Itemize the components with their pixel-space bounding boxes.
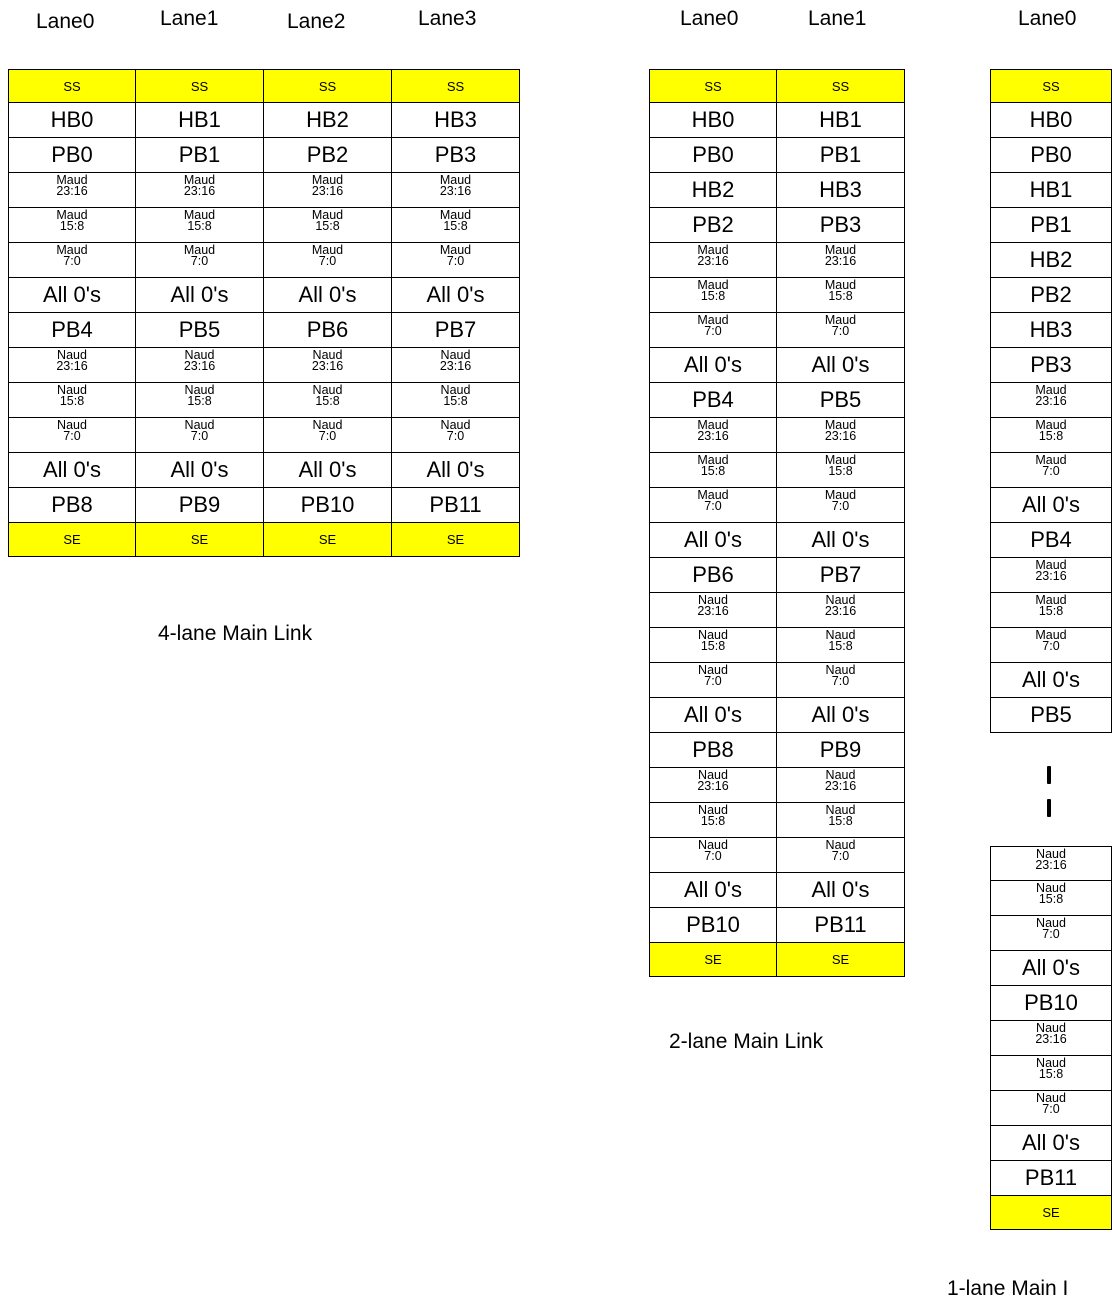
parity-byte-cell: PB10 <box>649 907 777 943</box>
parity-byte-cell: PB4 <box>649 382 777 418</box>
naud-byte-cell: Naud 7:0 <box>990 915 1112 951</box>
naud-byte-cell: Naud 15:8 <box>990 880 1112 916</box>
end-symbol-cell: SE <box>391 522 520 557</box>
naud-byte-cell: Naud 15:8 <box>263 382 392 418</box>
zero-byte-cell: All 0's <box>990 950 1112 986</box>
maud-byte-cell: Maud 23:16 <box>649 417 777 453</box>
maud-byte-cell: Maud 15:8 <box>649 277 777 313</box>
naud-byte-cell: Naud 15:8 <box>391 382 520 418</box>
zero-byte-cell: All 0's <box>135 452 264 488</box>
start-symbol-cell: SS <box>649 69 777 103</box>
lane-header: Lane0 <box>680 7 739 30</box>
parity-byte-cell: PB0 <box>990 137 1112 173</box>
naud-byte-cell: Naud 7:0 <box>649 662 777 698</box>
parity-byte-cell: PB1 <box>135 137 264 173</box>
naud-byte-cell: Naud 23:16 <box>649 592 777 628</box>
continuation-mark <box>1047 799 1051 817</box>
zero-byte-cell: All 0's <box>649 872 777 908</box>
parity-byte-cell: PB0 <box>649 137 777 173</box>
naud-byte-cell: Naud 23:16 <box>391 347 520 383</box>
naud-byte-cell: Naud 23:16 <box>135 347 264 383</box>
maud-byte-cell: Maud 7:0 <box>263 242 392 278</box>
packet-grid-4-lane <box>8 69 520 557</box>
header-byte-cell: HB0 <box>8 102 136 138</box>
maud-byte-cell: Maud 23:16 <box>776 417 905 453</box>
end-symbol-cell: SE <box>135 522 264 557</box>
naud-byte-cell: Naud 7:0 <box>263 417 392 453</box>
zero-byte-cell: All 0's <box>391 277 520 313</box>
zero-byte-cell: All 0's <box>649 697 777 733</box>
naud-byte-cell: Naud 15:8 <box>135 382 264 418</box>
naud-byte-cell: Naud 23:16 <box>990 1020 1112 1056</box>
zero-byte-cell: All 0's <box>263 452 392 488</box>
parity-byte-cell: PB0 <box>8 137 136 173</box>
parity-byte-cell: PB9 <box>135 487 264 523</box>
maud-byte-cell: Maud 15:8 <box>776 452 905 488</box>
zero-byte-cell: All 0's <box>8 452 136 488</box>
naud-byte-cell: Naud 7:0 <box>990 1090 1112 1126</box>
maud-byte-cell: Maud 23:16 <box>135 172 264 208</box>
zero-byte-cell: All 0's <box>135 277 264 313</box>
zero-byte-cell: All 0's <box>391 452 520 488</box>
maud-byte-cell: Maud 23:16 <box>990 382 1112 418</box>
parity-byte-cell: PB11 <box>391 487 520 523</box>
zero-byte-cell: All 0's <box>649 522 777 558</box>
packet-grid-2-lane <box>649 69 905 977</box>
zero-byte-cell: All 0's <box>776 872 905 908</box>
parity-byte-cell: PB4 <box>8 312 136 348</box>
zero-byte-cell: All 0's <box>8 277 136 313</box>
parity-byte-cell: PB9 <box>776 732 905 768</box>
parity-byte-cell: PB2 <box>990 277 1112 313</box>
naud-byte-cell: Naud 15:8 <box>776 627 905 663</box>
zero-byte-cell: All 0's <box>990 1125 1112 1161</box>
lane-header: Lane0 <box>1018 7 1077 30</box>
parity-byte-cell: PB5 <box>135 312 264 348</box>
naud-byte-cell: Naud 23:16 <box>8 347 136 383</box>
naud-byte-cell: Naud 23:16 <box>263 347 392 383</box>
maud-byte-cell: Maud 15:8 <box>135 207 264 243</box>
naud-byte-cell: Naud 15:8 <box>776 802 905 838</box>
maud-byte-cell: Maud 23:16 <box>263 172 392 208</box>
naud-byte-cell: Naud 7:0 <box>8 417 136 453</box>
header-byte-cell: HB3 <box>990 312 1112 348</box>
maud-byte-cell: Maud 7:0 <box>391 242 520 278</box>
maud-byte-cell: Maud 15:8 <box>263 207 392 243</box>
maud-byte-cell: Maud 7:0 <box>135 242 264 278</box>
naud-byte-cell: Naud 15:8 <box>8 382 136 418</box>
maud-byte-cell: Maud 15:8 <box>776 277 905 313</box>
parity-byte-cell: PB1 <box>990 207 1112 243</box>
naud-byte-cell: Naud 15:8 <box>990 1055 1112 1091</box>
header-byte-cell: HB1 <box>776 102 905 138</box>
header-byte-cell: HB0 <box>990 102 1112 138</box>
naud-byte-cell: Naud 7:0 <box>391 417 520 453</box>
maud-byte-cell: Maud 7:0 <box>649 312 777 348</box>
start-symbol-cell: SS <box>135 69 264 103</box>
maud-byte-cell: Maud 7:0 <box>990 452 1112 488</box>
lane-header: Lane2 <box>287 10 346 33</box>
parity-byte-cell: PB5 <box>990 697 1112 733</box>
parity-byte-cell: PB7 <box>776 557 905 593</box>
zero-byte-cell: All 0's <box>263 277 392 313</box>
naud-byte-cell: Naud 23:16 <box>649 767 777 803</box>
parity-byte-cell: PB7 <box>391 312 520 348</box>
parity-byte-cell: PB6 <box>263 312 392 348</box>
end-symbol-cell: SE <box>649 942 777 977</box>
diagram-title: 4-lane Main Link <box>158 622 313 645</box>
lane-header: Lane1 <box>808 7 867 30</box>
parity-byte-cell: PB3 <box>776 207 905 243</box>
packet-grid-1-lane-bottom <box>990 846 1112 1230</box>
header-byte-cell: HB3 <box>391 102 520 138</box>
maud-byte-cell: Maud 15:8 <box>990 592 1112 628</box>
lane-header: Lane1 <box>160 7 219 30</box>
lane-header: Lane3 <box>418 7 477 30</box>
parity-byte-cell: PB8 <box>8 487 136 523</box>
maud-byte-cell: Maud 23:16 <box>391 172 520 208</box>
parity-byte-cell: PB4 <box>990 522 1112 558</box>
continuation-mark <box>1047 766 1051 784</box>
packet-grid-1-lane-top <box>990 69 1112 733</box>
maud-byte-cell: Maud 15:8 <box>8 207 136 243</box>
diagram-title: 2-lane Main Link <box>669 1030 824 1053</box>
parity-byte-cell: PB11 <box>990 1160 1112 1196</box>
header-byte-cell: HB2 <box>263 102 392 138</box>
start-symbol-cell: SS <box>776 69 905 103</box>
maud-byte-cell: Maud 15:8 <box>391 207 520 243</box>
naud-byte-cell: Naud 15:8 <box>649 627 777 663</box>
naud-byte-cell: Naud 7:0 <box>649 837 777 873</box>
naud-byte-cell: Naud 7:0 <box>776 837 905 873</box>
zero-byte-cell: All 0's <box>649 347 777 383</box>
zero-byte-cell: All 0's <box>990 662 1112 698</box>
start-symbol-cell: SS <box>8 69 136 103</box>
maud-byte-cell: Maud 7:0 <box>649 487 777 523</box>
naud-byte-cell: Naud 23:16 <box>776 767 905 803</box>
naud-byte-cell: Naud 7:0 <box>776 662 905 698</box>
parity-byte-cell: PB10 <box>263 487 392 523</box>
naud-byte-cell: Naud 23:16 <box>990 846 1112 881</box>
naud-byte-cell: Naud 7:0 <box>135 417 264 453</box>
maud-byte-cell: Maud 7:0 <box>776 312 905 348</box>
end-symbol-cell: SE <box>8 522 136 557</box>
maud-byte-cell: Maud 7:0 <box>990 627 1112 663</box>
parity-byte-cell: PB1 <box>776 137 905 173</box>
maud-byte-cell: Maud 23:16 <box>649 242 777 278</box>
parity-byte-cell: PB5 <box>776 382 905 418</box>
end-symbol-cell: SE <box>776 942 905 977</box>
maud-byte-cell: Maud 7:0 <box>8 242 136 278</box>
start-symbol-cell: SS <box>990 69 1112 103</box>
zero-byte-cell: All 0's <box>990 487 1112 523</box>
parity-byte-cell: PB3 <box>990 347 1112 383</box>
header-byte-cell: HB2 <box>649 172 777 208</box>
header-byte-cell: HB2 <box>990 242 1112 278</box>
parity-byte-cell: PB2 <box>263 137 392 173</box>
header-byte-cell: HB0 <box>649 102 777 138</box>
maud-byte-cell: Maud 23:16 <box>8 172 136 208</box>
header-byte-cell: HB3 <box>776 172 905 208</box>
naud-byte-cell: Naud 23:16 <box>776 592 905 628</box>
maud-byte-cell: Maud 23:16 <box>776 242 905 278</box>
maud-byte-cell: Maud 15:8 <box>649 452 777 488</box>
zero-byte-cell: All 0's <box>776 347 905 383</box>
diagram-title: 1-lane Main I <box>947 1277 1069 1300</box>
parity-byte-cell: PB6 <box>649 557 777 593</box>
start-symbol-cell: SS <box>391 69 520 103</box>
zero-byte-cell: All 0's <box>776 522 905 558</box>
header-byte-cell: HB1 <box>135 102 264 138</box>
maud-byte-cell: Maud 23:16 <box>990 557 1112 593</box>
start-symbol-cell: SS <box>263 69 392 103</box>
header-byte-cell: HB1 <box>990 172 1112 208</box>
maud-byte-cell: Maud 15:8 <box>990 417 1112 453</box>
lane-header: Lane0 <box>36 10 95 33</box>
parity-byte-cell: PB8 <box>649 732 777 768</box>
maud-byte-cell: Maud 7:0 <box>776 487 905 523</box>
parity-byte-cell: PB3 <box>391 137 520 173</box>
parity-byte-cell: PB10 <box>990 985 1112 1021</box>
parity-byte-cell: PB11 <box>776 907 905 943</box>
end-symbol-cell: SE <box>990 1195 1112 1230</box>
zero-byte-cell: All 0's <box>776 697 905 733</box>
parity-byte-cell: PB2 <box>649 207 777 243</box>
naud-byte-cell: Naud 15:8 <box>649 802 777 838</box>
end-symbol-cell: SE <box>263 522 392 557</box>
